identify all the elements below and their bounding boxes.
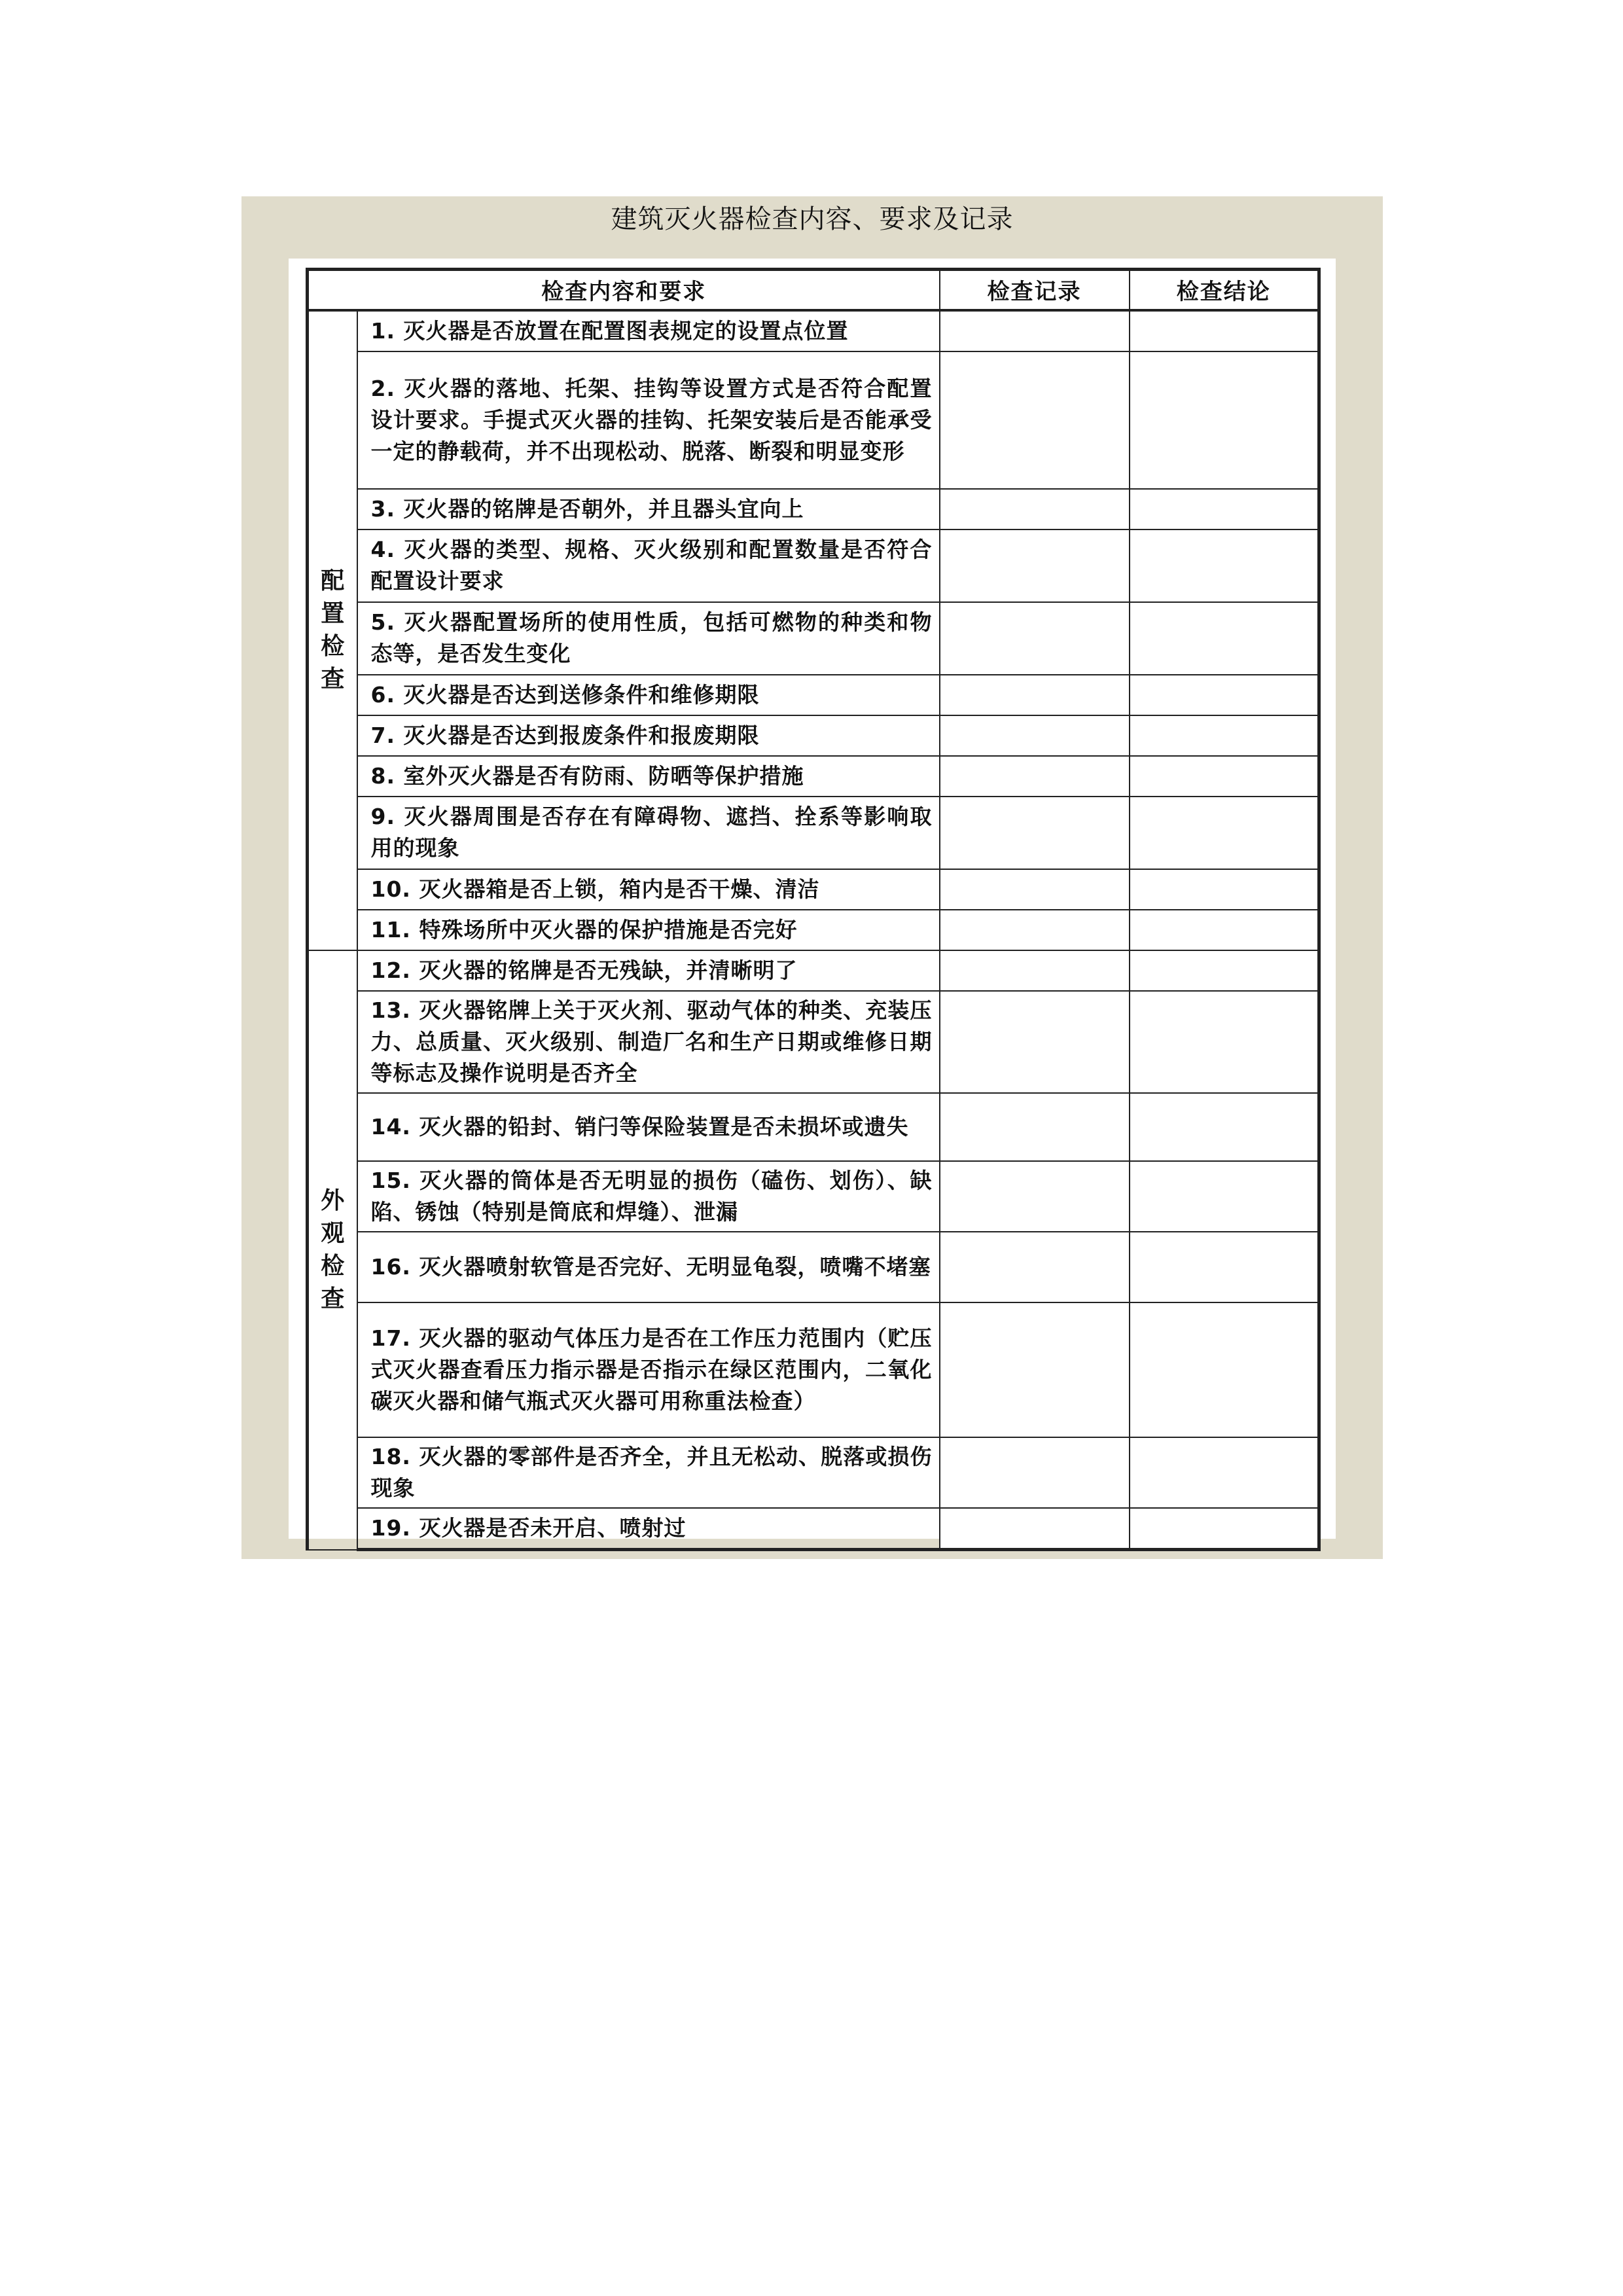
conclusion-cell[interactable] [1130,675,1319,715]
record-cell[interactable] [940,675,1130,715]
header-content-requirements: 检查内容和要求 [308,270,940,310]
item-text: 18. 灭火器的零部件是否齐全，并且无松动、脱落或损伤现象 [357,1437,940,1508]
record-cell[interactable] [940,351,1130,489]
table-row [308,1161,1319,1232]
conclusion-cell[interactable] [1130,991,1319,1093]
conclusion-cell[interactable] [1130,489,1319,529]
conclusion-cell[interactable] [1130,1302,1319,1437]
item-text: 6. 灭火器是否达到送修条件和维修期限 [357,675,940,715]
item-text: 12. 灭火器的铭牌是否无残缺，并清晰明了 [357,950,940,991]
record-cell[interactable] [940,1232,1130,1302]
group-label-appearance [308,950,357,1550]
item-text: 4. 灭火器的类型、规格、灭火级别和配置数量是否符合配置设计要求 [357,529,940,602]
record-cell[interactable] [940,869,1130,910]
record-cell[interactable] [940,310,1130,351]
conclusion-cell[interactable] [1130,1437,1319,1508]
record-cell[interactable] [940,529,1130,602]
table-row [308,869,1319,910]
group-label-text: 配置检查 [321,567,345,692]
table-row [308,1093,1319,1161]
record-cell[interactable] [940,1093,1130,1161]
table-row [308,310,1319,351]
conclusion-cell[interactable] [1130,715,1319,756]
conclusion-cell[interactable] [1130,1161,1319,1232]
group-label-text: 外观检查 [321,1187,345,1312]
conclusion-cell[interactable] [1130,869,1319,910]
item-text: 19. 灭火器是否未开启、喷射过 [357,1508,940,1550]
record-cell[interactable] [940,602,1130,675]
header-inspection-record: 检查记录 [940,270,1130,310]
table-row [308,950,1319,991]
item-text: 8. 室外灭火器是否有防雨、防晒等保护措施 [357,756,940,797]
item-text: 13. 灭火器铭牌上关于灭火剂、驱动气体的种类、充装压力、总质量、灭火级别、制造厂名和生产日期或维修日期等标志及操作说明是否齐全 [357,991,940,1093]
record-cell[interactable] [940,910,1130,950]
record-cell[interactable] [940,797,1130,869]
conclusion-cell[interactable] [1130,1232,1319,1302]
item-text: 16. 灭火器喷射软管是否完好、无明显龟裂，喷嘴不堵塞 [357,1232,940,1302]
record-cell[interactable] [940,1161,1130,1232]
conclusion-cell[interactable] [1130,1093,1319,1161]
item-text: 15. 灭火器的筒体是否无明显的损伤（磕伤、划伤）、缺陷、锈蚀（特别是筒底和焊缝）、泄漏 [357,1161,940,1232]
table-row [308,489,1319,529]
conclusion-cell[interactable] [1130,950,1319,991]
table-row [308,1508,1319,1550]
item-text: 11. 特殊场所中灭火器的保护措施是否完好 [357,910,940,950]
record-cell[interactable] [940,950,1130,991]
scanned-form [289,259,1336,1539]
record-cell[interactable] [940,991,1130,1093]
record-cell[interactable] [940,1302,1130,1437]
record-cell[interactable] [940,489,1130,529]
item-text: 9. 灭火器周围是否存在有障碍物、遮挡、拴系等影响取用的现象 [357,797,940,869]
table-row [308,756,1319,797]
conclusion-cell[interactable] [1130,529,1319,602]
table-row [308,991,1319,1093]
conclusion-cell[interactable] [1130,756,1319,797]
table-header-row [308,270,1319,310]
item-text: 5. 灭火器配置场所的使用性质，包括可燃物的种类和物态等，是否发生变化 [357,602,940,675]
record-cell[interactable] [940,715,1130,756]
conclusion-cell[interactable] [1130,602,1319,675]
table-row [308,529,1319,602]
header-inspection-conclusion: 检查结论 [1130,270,1319,310]
item-text: 17. 灭火器的驱动气体压力是否在工作压力范围内（贮压式灭火器查看压力指示器是否指示在绿区范围内，二氧化碳灭火器和储气瓶式灭火器可用称重法检查） [357,1302,940,1437]
item-text: 1. 灭火器是否放置在配置图表规定的设置点位置 [357,310,940,351]
conclusion-cell[interactable] [1130,310,1319,351]
table-row [308,1437,1319,1508]
item-text: 3. 灭火器的铭牌是否朝外，并且器头宜向上 [357,489,940,529]
table-row [308,797,1319,869]
inspection-table [306,268,1321,1551]
item-text: 7. 灭火器是否达到报废条件和报废期限 [357,715,940,756]
table-row [308,351,1319,489]
document-title: 建筑灭火器检查内容、要求及记录 [611,204,1014,234]
item-text: 10. 灭火器箱是否上锁，箱内是否干燥、清洁 [357,869,940,910]
table-row [308,715,1319,756]
document-panel [241,196,1383,1559]
item-text: 2. 灭火器的落地、托架、挂钩等设置方式是否符合配置设计要求。手提式灭火器的挂钩、托架安装后是否能承受一定的静载荷，并不出现松动、脱落、断裂和明显变形 [357,351,940,489]
item-text: 14. 灭火器的铅封、销闩等保险装置是否未损坏或遗失 [357,1093,940,1161]
conclusion-cell[interactable] [1130,351,1319,489]
table-row [308,1302,1319,1437]
record-cell[interactable] [940,756,1130,797]
table-row [308,602,1319,675]
conclusion-cell[interactable] [1130,797,1319,869]
conclusion-cell[interactable] [1130,910,1319,950]
table-row [308,910,1319,950]
record-cell[interactable] [940,1437,1130,1508]
group-label-configuration [308,310,357,950]
record-cell[interactable] [940,1508,1130,1550]
table-row [308,675,1319,715]
table-row [308,1232,1319,1302]
conclusion-cell[interactable] [1130,1508,1319,1550]
